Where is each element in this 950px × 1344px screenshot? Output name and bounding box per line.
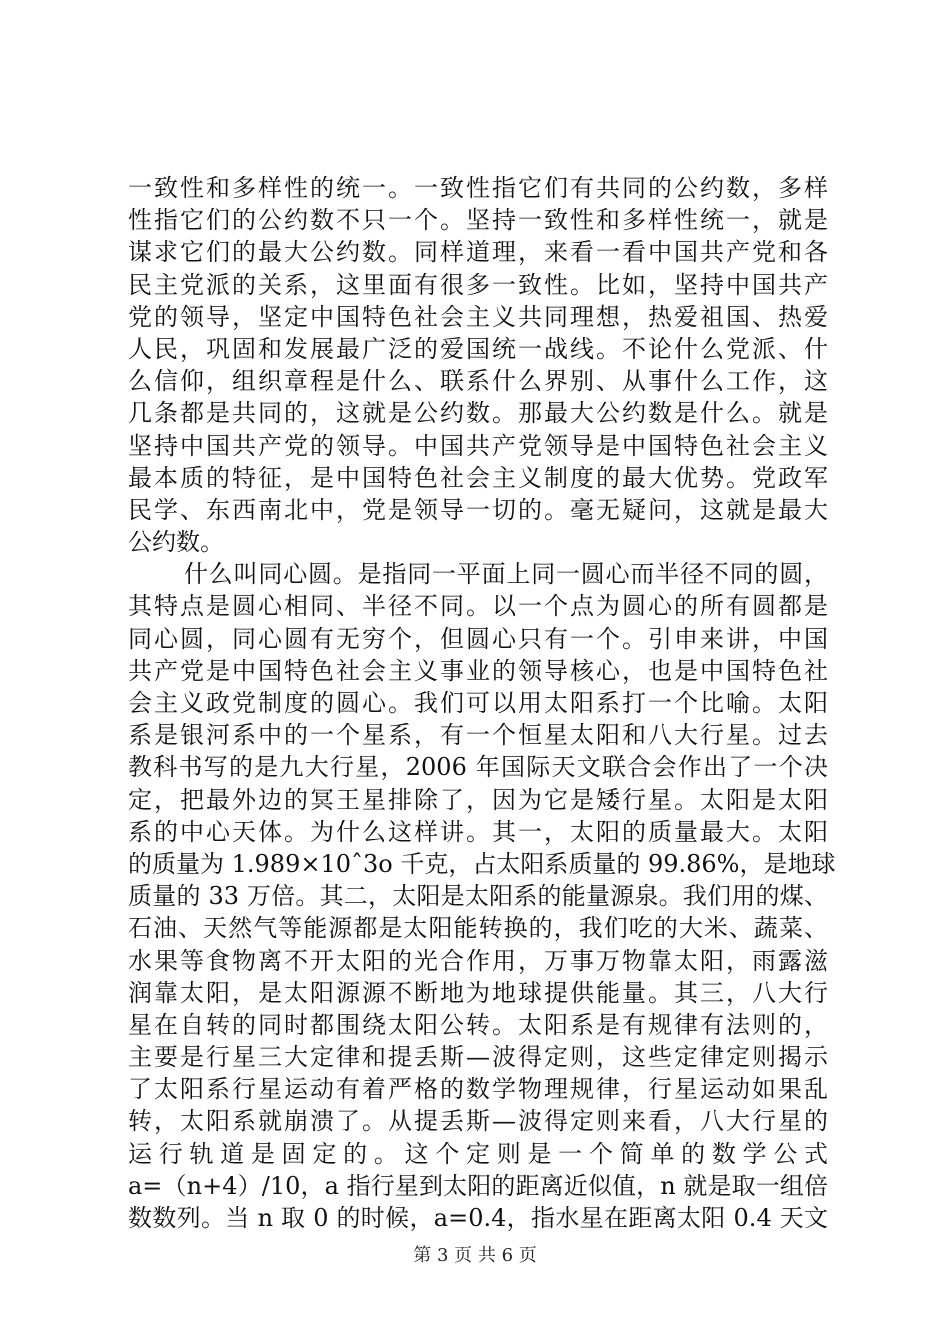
text-line: 系的中心天体。为什么这样讲。其一，太阳的质量最大。太阳: [128, 817, 828, 846]
text-line: 石油、天然气等能源都是太阳能转换的，我们吃的大米、蔬菜、: [128, 914, 828, 943]
text-line: 教科书写的是九大行星，2006 年国际天文联合会作出了一个决: [128, 753, 828, 782]
text-line: 什么叫同心圆。是指同一平面上同一圆心而半径不同的圆，: [184, 560, 828, 589]
page-footer: 第 3 页 共 6 页: [413, 1245, 537, 1266]
body-text: [128, 172, 836, 1234]
text-line: 系是银河系中的一个星系，有一个恒星太阳和八大行星。过去: [128, 721, 828, 750]
text-line: 共产党是中国特色社会主义事业的领导核心，也是中国特色社: [128, 656, 828, 685]
text-line: 性指它们的公约数不只一个。坚持一致性和多样性统一，就是: [128, 206, 828, 235]
text-line: 转，太阳系就崩溃了。从提丢斯—波得定则来看，八大行星的: [128, 1107, 828, 1136]
text-line: 了太阳系行星运动有着严格的数学物理规律，行星运动如果乱: [128, 1075, 828, 1104]
text-line: 星在自转的同时都围绕太阳公转。太阳系是有规律有法则的，: [128, 1010, 828, 1039]
text-line: 润靠太阳，是太阳源源不断地为地球提供能量。其三，八大行: [128, 978, 828, 1007]
text-line: 主要是行星三大定律和提丢斯—波得定则，这些定律定则揭示: [128, 1043, 828, 1072]
text-line: 民学、东西南北中，党是领导一切的。毫无疑问，这就是最大: [128, 495, 828, 524]
text-line: 质量的 33 万倍。其二，太阳是太阳系的能量源泉。我们用的煤、: [128, 882, 828, 911]
text-line: 运行轨道是固定的。这个定则是一个简单的数学公式: [128, 1139, 828, 1168]
text-line: a=（n+4）/10，a 指行星到太阳的距离近似值，n 就是取一组倍: [128, 1171, 828, 1200]
text-line: 水果等食物离不开太阳的光合作用，万事万物靠太阳，雨露滋: [128, 946, 828, 975]
text-line: 会主义政党制度的圆心。我们可以用太阳系打一个比喻。太阳: [128, 689, 828, 717]
text-line: 坚持中国共产党的领导。中国共产党领导是中国特色社会主义: [128, 431, 828, 460]
text-line: 定，把最外边的冥王星排除了，因为它是矮行星。太阳是太阳: [128, 785, 828, 814]
text-line: 几条都是共同的，这就是公约数。那最大公约数是什么。就是: [128, 399, 828, 428]
text-line: 一致性和多样性的统一。一致性指它们有共同的公约数，多样: [128, 174, 828, 202]
text-line: 公约数。: [128, 528, 224, 557]
text-line: 人民，巩固和发展最广泛的爱国统一战线。不论什么党派、什: [128, 334, 828, 363]
text-line: 最本质的特征，是中国特色社会主义制度的最大优势。党政军: [128, 463, 828, 492]
text-line: 民主党派的关系，这里面有很多一致性。比如，坚持中国共产: [128, 270, 828, 299]
text-line: 么信仰，组织章程是什么、联系什么界别、从事什么工作，这: [128, 367, 828, 396]
text-line: 同心圆，同心圆有无穷个，但圆心只有一个。引申来讲，中国: [128, 624, 828, 653]
text-line: 党的领导，坚定中国特色社会主义共同理想，热爱祖国、热爱: [128, 302, 828, 331]
text-line: 谋求它们的最大公约数。同样道理，来看一看中国共产党和各: [128, 238, 828, 267]
text-line: 数数列。当 n 取 0 的时候，a=0.4，指水星在距离太阳 0.4 天文: [128, 1204, 828, 1232]
text-line: 其特点是圆心相同、半径不同。以一个点为圆心的所有圆都是: [128, 592, 828, 621]
text-line: 的质量为 1.989×10ˆ3o 千克，占太阳系质量的 99.86%，是地球: [128, 849, 836, 878]
